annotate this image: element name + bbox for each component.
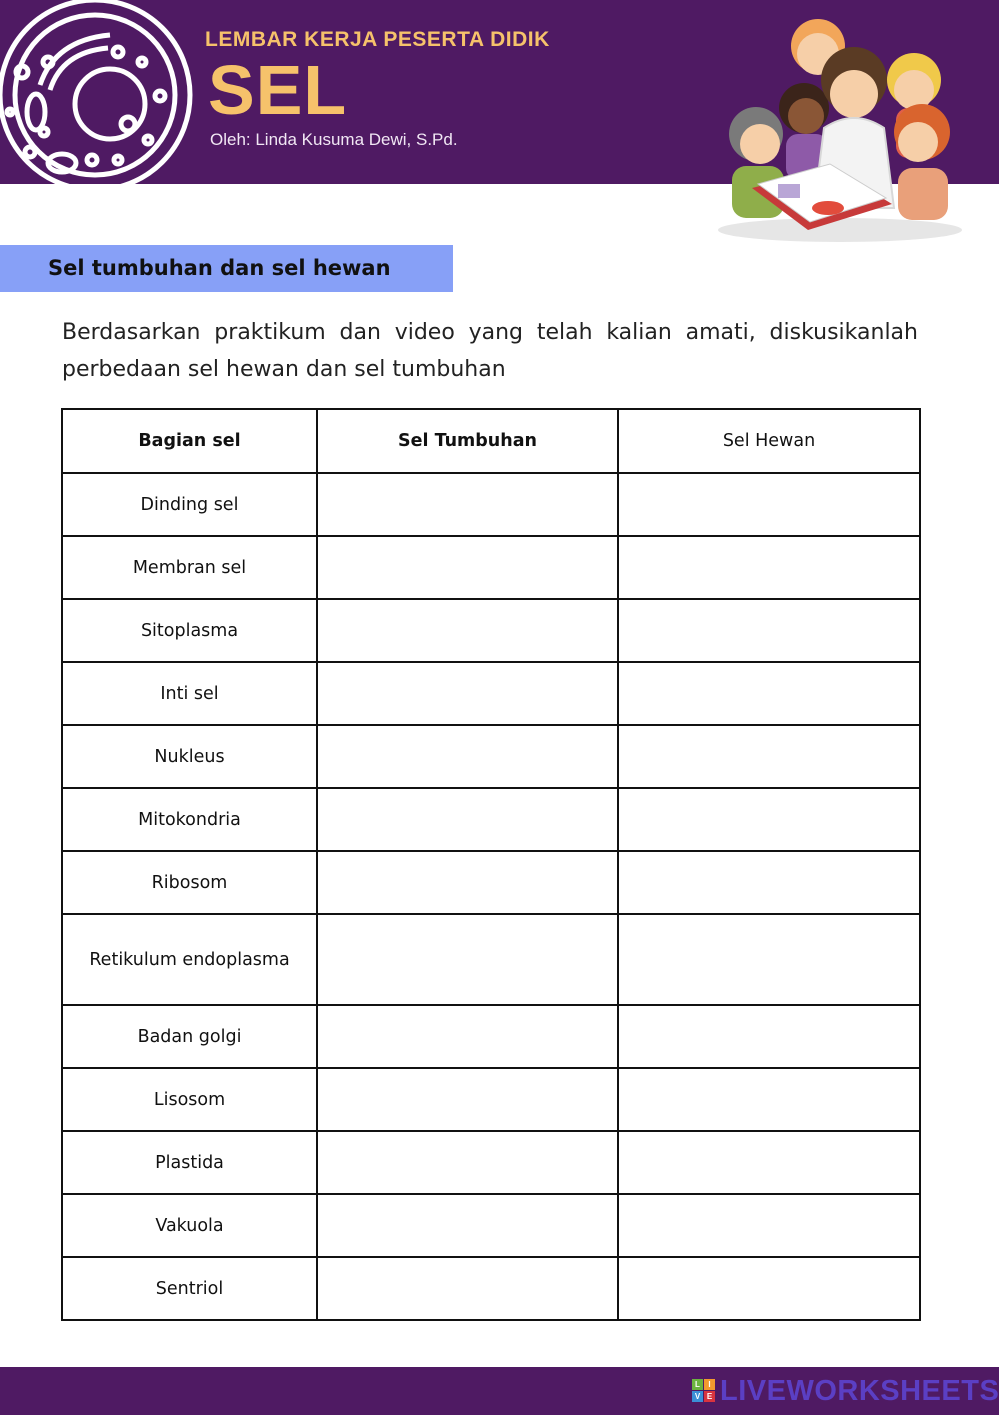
table-row [62,1131,920,1194]
cell-animal-answer[interactable] [618,662,920,725]
cell-plant-answer[interactable] [317,788,618,851]
logo-letter: I [704,1379,715,1390]
logo-letter: L [692,1379,703,1390]
liveworksheets-brand[interactable]: LIVEWORKSHEETS [720,1375,999,1407]
comparison-table [61,408,921,1321]
cell-part-name: Mitokondria [62,788,317,851]
children-reading-illustration [712,8,982,248]
cell-plant-answer[interactable] [317,473,618,536]
cell-plant-answer[interactable] [317,662,618,725]
table-header-row [62,409,920,473]
table-row [62,599,920,662]
cell-part-name: Sentriol [62,1257,317,1320]
header-cell-sel-hewan: Sel Hewan [618,409,920,473]
cell-part-name: Membran sel [62,536,317,599]
cell-animal-answer[interactable] [618,1068,920,1131]
cell-plant-answer[interactable] [317,1257,618,1320]
header-cell-bagian-sel: Bagian sel [62,409,317,473]
cell-part-name: Inti sel [62,662,317,725]
cell-part-name: Sitoplasma [62,599,317,662]
logo-letter: V [692,1391,703,1402]
cell-animal-answer[interactable] [618,1005,920,1068]
cell-plant-answer[interactable] [317,599,618,662]
section-header-bar [0,245,453,292]
cell-plant-answer[interactable] [317,725,618,788]
cell-part-name: Ribosom [62,851,317,914]
page-title: SEL [208,51,348,129]
cell-part-name: Nukleus [62,725,317,788]
cell-animal-answer[interactable] [618,851,920,914]
cell-animal-answer[interactable] [618,725,920,788]
table-row [62,1068,920,1131]
table-row [62,725,920,788]
cell-plant-answer[interactable] [317,536,618,599]
header-cell-sel-tumbuhan: Sel Tumbuhan [317,409,618,473]
cell-animal-answer[interactable] [618,914,920,1005]
cell-plant-answer[interactable] [317,1005,618,1068]
cell-plant-answer[interactable] [317,914,618,1005]
cell-animal-answer[interactable] [618,599,920,662]
table-row [62,1005,920,1068]
worksheet-kicker: LEMBAR KERJA PESERTA DIDIK [205,28,550,51]
section-title: Sel tumbuhan dan sel hewan [48,256,391,280]
instructions-text: Berdasarkan praktikum dan video yang telah kalian amati, diskusikanlah perbedaan sel hewan dan sel tumbuhan [62,320,918,382]
cell-plant-answer[interactable] [317,1131,618,1194]
cell-animal-answer[interactable] [618,536,920,599]
cell-part-name: Retikulum endoplasma [62,914,317,1005]
author-line: Oleh: Linda Kusuma Dewi, S.Pd. [210,130,458,149]
table-row [62,1257,920,1320]
table-row [62,914,920,1005]
cell-animal-answer[interactable] [618,1257,920,1320]
cell-animal-answer[interactable] [618,1194,920,1257]
cell-animal-answer[interactable] [618,1131,920,1194]
table-row [62,662,920,725]
cell-plant-answer[interactable] [317,1194,618,1257]
cell-plant-answer[interactable] [317,851,618,914]
table-row [62,473,920,536]
cell-animal-answer[interactable] [618,788,920,851]
table-row [62,1194,920,1257]
table-row [62,536,920,599]
cell-icon [0,0,200,184]
logo-letter: E [704,1391,715,1402]
table-row [62,851,920,914]
cell-animal-answer[interactable] [618,473,920,536]
liveworksheets-logo-icon [692,1379,716,1403]
cell-plant-answer[interactable] [317,1068,618,1131]
cell-part-name: Lisosom [62,1068,317,1131]
footer-bar [0,1367,999,1415]
cell-part-name: Vakuola [62,1194,317,1257]
cell-part-name: Plastida [62,1131,317,1194]
cell-part-name: Dinding sel [62,473,317,536]
cell-part-name: Badan golgi [62,1005,317,1068]
table-row [62,788,920,851]
